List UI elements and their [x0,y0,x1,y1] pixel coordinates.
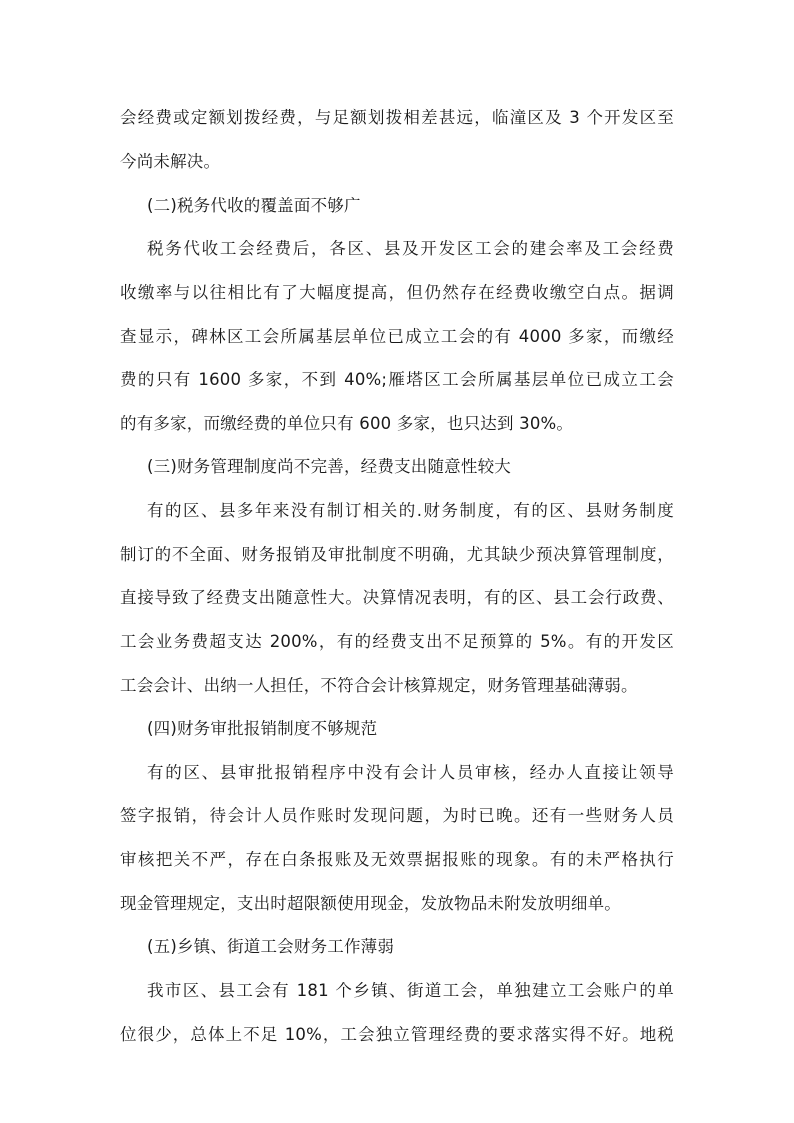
body-text-line: 直接导致了经费支出随意性大。决算情况表明，有的区、县工会行政费、 [120,588,674,607]
body-text-line: 现金管理规定，支出时超限额使用现金，发放物品未附发放明细单。 [120,894,621,913]
body-text-line: 有的区、县审批报销程序中没有会计人员审核，经办人直接让领导 [147,763,674,782]
body-text-line: 审核把关不严，存在白条报账及无效票据报账的现象。有的未严格执行 [120,850,674,869]
body-text-line: 的有多家，而缴经费的单位只有 600 多家，也只达到 30%。 [120,414,574,433]
section-heading: (二)税务代收的覆盖面不够广 [147,196,361,215]
body-text-line: 今尚未解决。 [120,152,221,171]
body-text-line: 费的只有 1600 多家，不到 40%;雁塔区工会所属基层单位已成立工会 [120,370,674,389]
body-text-line: 会经费或定额划拨经费，与足额划拨相差甚远，临潼区及 3 个开发区至 [120,108,674,127]
section-heading: (五)乡镇、街道工会财务工作薄弱 [147,937,395,956]
body-text-line: 我市区、县工会有 181 个乡镇、街道工会，单独建立工会账户的单 [147,981,674,1000]
body-text-line: 位很少，总体上不足 10%，工会独立管理经费的要求落实得不好。地税 [120,1025,674,1044]
body-text-line: 签字报销，待会计人员作账时发现问题，为时已晚。还有一些财务人员 [120,806,674,825]
body-text-line: 查显示，碑林区工会所属基层单位已成立工会的有 4000 多家，而缴经 [120,327,674,346]
body-text-line: 制订的不全面、财务报销及审批制度不明确，尤其缺少预决算管理制度， [120,545,674,564]
body-text-line: 税务代收工会经费后，各区、县及开发区工会的建会率及工会经费 [147,239,674,258]
body-text-line: 收缴率与以往相比有了大幅度提高，但仍然存在经费收缴空白点。据调 [120,283,674,302]
body-text-line: 工会会计、出纳一人担任，不符合会计核算规定，财务管理基础薄弱。 [120,676,638,695]
section-heading: (四)财务审批报销制度不够规范 [147,719,378,738]
body-text-line: 有的区、县多年来没有制订相关的.财务制度，有的区、县财务制度 [147,501,674,520]
section-heading: (三)财务管理制度尚不完善，经费支出随意性较大 [147,457,511,476]
body-text-line: 工会业务费超支达 200%，有的经费支出不足预算的 5%。有的开发区 [120,632,674,651]
